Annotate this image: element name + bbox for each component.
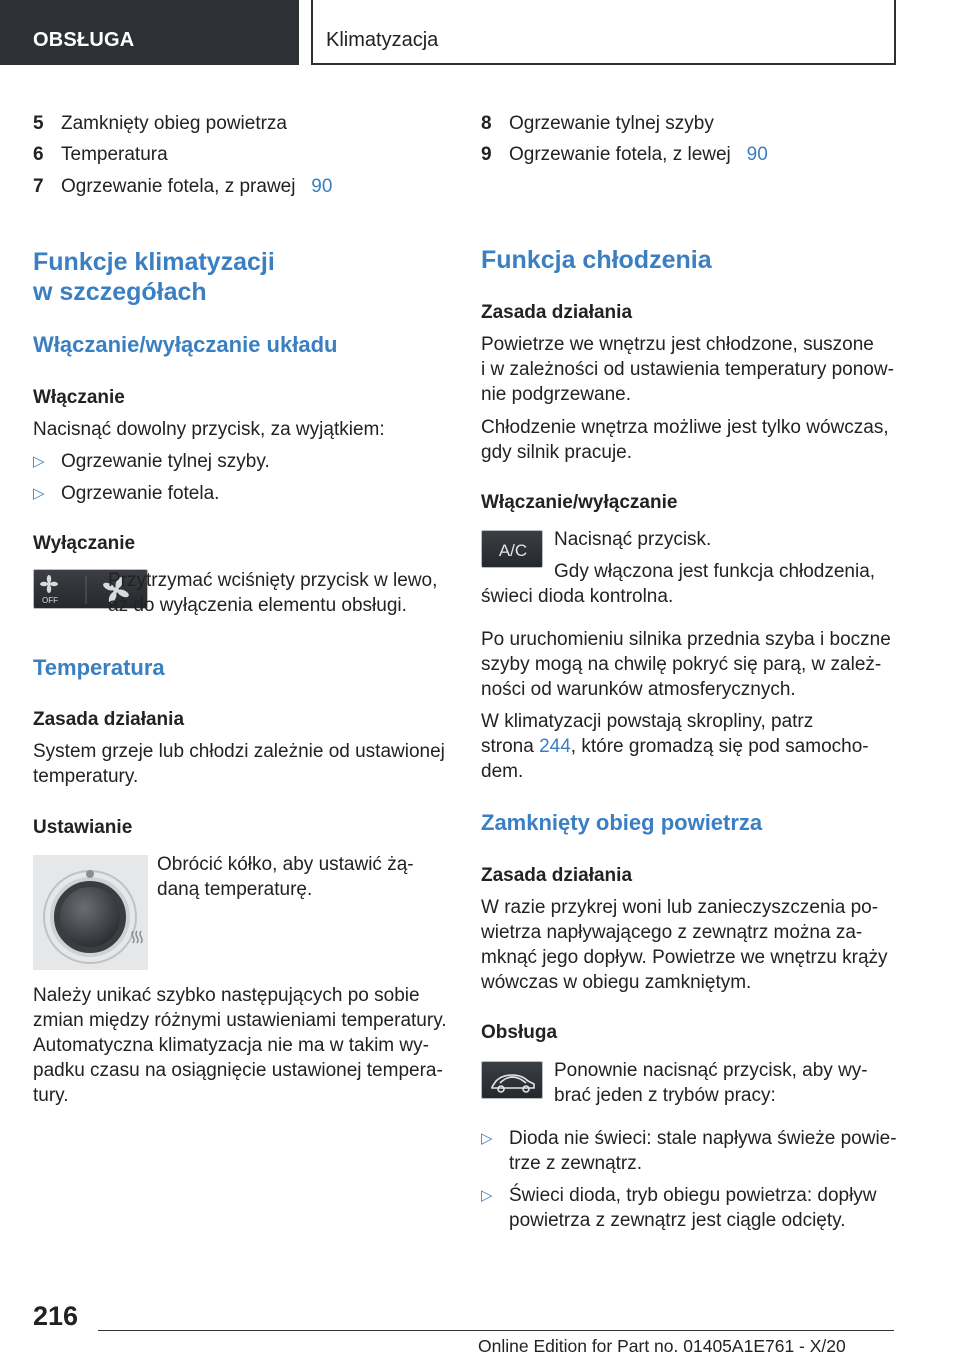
paragraph bbox=[481, 559, 901, 609]
paragraph-heading: Obsługa bbox=[481, 1022, 558, 1043]
text-line: Po uruchomieniu silnika przednia szyba i boczne bbox=[481, 629, 891, 650]
list-item-text-wrap bbox=[509, 144, 768, 166]
text-line: szyby mogą na chwilę pokryć się parą, w zależ- bbox=[481, 654, 882, 675]
text-line: aż do wyłączenia elementu obsługi. bbox=[108, 595, 407, 616]
list-item-text: Zamknięty obieg powietrza bbox=[61, 113, 287, 134]
paragraph bbox=[481, 415, 901, 465]
edition-note: Online Edition for Part no. 01405A1E761 - X/20 bbox=[478, 1336, 846, 1356]
footer-divider bbox=[98, 1330, 894, 1331]
text-line: W klimatyzacji powstają skropliny, patrz bbox=[481, 711, 814, 732]
section-title: Funkcja chłodzenia bbox=[481, 246, 712, 274]
list-item-number: 5 bbox=[33, 113, 44, 134]
subsection-heading: Włączanie/wyłączanie układu bbox=[33, 332, 338, 357]
text-line: Ponownie nacisnąć przycisk, aby wy- bbox=[554, 1060, 868, 1081]
text-line: wówczas w obiegu zamkniętym. bbox=[481, 972, 752, 993]
text-line: temperatury. bbox=[33, 766, 139, 787]
text-line: Przytrzymać wciśnięty przycisk w lewo, bbox=[108, 570, 438, 591]
list-item bbox=[33, 176, 453, 201]
bullet-text bbox=[509, 1183, 899, 1233]
section-title-line: Funkcje klimatyzacji bbox=[33, 248, 275, 276]
list-item bbox=[481, 144, 901, 169]
list-item-text-wrap bbox=[61, 176, 332, 198]
text-line: i w zależności od ustawienia temperatury ponow- bbox=[481, 359, 894, 380]
text-line: gdy silnik pracuje. bbox=[481, 442, 633, 463]
text-line: Powietrze we wnętrzu jest chłodzone, suszone bbox=[481, 334, 874, 355]
subsection-heading: Temperatura bbox=[33, 655, 165, 680]
subsection-heading: Zamknięty obieg powietrza bbox=[481, 810, 763, 835]
triangle-bullet-icon: ▷ bbox=[33, 485, 45, 502]
paragraph: Nacisnąć przycisk. bbox=[554, 529, 712, 550]
text-line: Dioda nie świeci: stale napływa świeże powie- bbox=[509, 1128, 897, 1149]
text-line: daną temperaturę. bbox=[157, 879, 313, 900]
paragraph bbox=[554, 1058, 901, 1108]
header-section-label: OBSŁUGA bbox=[33, 29, 135, 51]
temperature-knob-icon bbox=[33, 855, 148, 970]
text-line: trze z zewnątrz. bbox=[509, 1153, 643, 1174]
paragraph: Nacisnąć dowolny przycisk, za wyjątkiem: bbox=[33, 419, 385, 440]
page-reference-link[interactable]: 244 bbox=[539, 736, 571, 757]
text-fragment: strona bbox=[481, 736, 540, 757]
triangle-bullet-icon: ▷ bbox=[481, 1130, 493, 1147]
bullet-text: Ogrzewanie tylnej szyby. bbox=[61, 451, 270, 472]
text-line: Obrócić kółko, aby ustawić żą- bbox=[157, 854, 414, 875]
text-line: Chłodzenie wnętrza możliwe jest tylko wówczas, bbox=[481, 417, 889, 438]
list-item-number: 6 bbox=[33, 144, 44, 165]
paragraph bbox=[157, 852, 453, 902]
paragraph-heading: Wyłączanie bbox=[33, 533, 136, 554]
paragraph-heading: Włączanie bbox=[33, 387, 125, 408]
paragraph bbox=[108, 568, 453, 618]
text-line: powietrza z zewnątrz jest ciągle odcięty. bbox=[509, 1210, 846, 1231]
text-line: tury. bbox=[33, 1085, 69, 1106]
ac-icon-label: A/C bbox=[498, 541, 528, 560]
text-line: zmian między różnymi ustawieniami temperatury. bbox=[33, 1010, 447, 1031]
text-line: wietrza napływającego z zewnątrz można za- bbox=[481, 922, 863, 943]
section-title-line: w szczegółach bbox=[33, 278, 207, 306]
text-line: Należy unikać szybko następujących po sobie bbox=[33, 985, 420, 1006]
paragraph-heading: Zasada działania bbox=[481, 302, 633, 323]
page-number: 216 bbox=[33, 1301, 79, 1331]
page-reference-link[interactable]: 90 bbox=[311, 176, 333, 197]
header-chapter-tab bbox=[311, 0, 896, 65]
list-item-number: 9 bbox=[481, 144, 492, 165]
list-item-text: Ogrzewanie fotela, z prawej bbox=[61, 176, 296, 197]
paragraph bbox=[481, 627, 901, 702]
text-line: świeci dioda kontrolna. bbox=[481, 586, 674, 607]
triangle-bullet-icon: ▷ bbox=[33, 453, 45, 470]
paragraph bbox=[481, 895, 901, 995]
bullet-item bbox=[481, 1183, 901, 1233]
bullet-item bbox=[481, 1126, 901, 1176]
list-item-text: Temperatura bbox=[61, 144, 168, 165]
text-line: dem. bbox=[481, 761, 524, 782]
text-line: Automatyczna klimatyzacja nie ma w takim wy- bbox=[33, 1035, 429, 1056]
list-item-text: Ogrzewanie tylnej szyby bbox=[509, 113, 714, 134]
list-item-number: 8 bbox=[481, 113, 492, 134]
text-line: padku czasu na osiągnięcie ustawionej tempera- bbox=[33, 1060, 443, 1081]
recirculation-car-icon bbox=[482, 1062, 544, 1100]
list-item-number: 7 bbox=[33, 176, 44, 197]
paragraph bbox=[481, 332, 901, 407]
text-line: nie podgrzewane. bbox=[481, 384, 631, 405]
paragraph bbox=[481, 709, 901, 784]
list-item-text: Ogrzewanie fotela, z lewej bbox=[509, 144, 731, 165]
bullet-item bbox=[33, 449, 453, 474]
section-title bbox=[33, 247, 453, 307]
temperature-knob-image bbox=[33, 855, 148, 970]
text-line: ności od warunków atmosferycznych. bbox=[481, 679, 796, 700]
text-line: W razie przykrej woni lub zanieczyszczenia po- bbox=[481, 897, 879, 918]
list-item bbox=[481, 113, 901, 138]
text-fragment: , które gromadzą się pod samocho- bbox=[570, 736, 869, 757]
list-item bbox=[33, 113, 453, 138]
recirculation-button-image bbox=[481, 1061, 543, 1099]
bullet-text bbox=[509, 1126, 899, 1176]
page-reference-link[interactable]: 90 bbox=[746, 144, 768, 165]
text-line: brać jeden z trybów pracy: bbox=[554, 1085, 776, 1106]
text-line: Gdy włączona jest funkcja chłodzenia, bbox=[554, 561, 876, 582]
paragraph bbox=[33, 983, 458, 1108]
header-section-tab bbox=[0, 0, 299, 65]
text-line: Świeci dioda, tryb obiegu powietrza: dopływ bbox=[509, 1185, 877, 1206]
bullet-item bbox=[33, 481, 453, 506]
paragraph bbox=[33, 739, 453, 789]
paragraph-heading: Zasada działania bbox=[33, 709, 185, 730]
bullet-text: Ogrzewanie fotela. bbox=[61, 483, 220, 504]
header-chapter-label: Klimatyzacja bbox=[326, 29, 439, 51]
text-line bbox=[481, 734, 901, 759]
text-line: mknąć jego dopływ. Powietrze we wnętrzu krąży bbox=[481, 947, 888, 968]
triangle-bullet-icon: ▷ bbox=[481, 1187, 493, 1204]
paragraph-heading: Ustawianie bbox=[33, 817, 133, 838]
list-item bbox=[33, 144, 453, 169]
paragraph-heading: Włączanie/wyłączanie bbox=[481, 492, 678, 513]
text-line: System grzeje lub chłodzi zależnie od ustawionej bbox=[33, 741, 445, 762]
paragraph-heading: Zasada działania bbox=[481, 865, 633, 886]
off-icon-label: OFF bbox=[42, 596, 58, 605]
